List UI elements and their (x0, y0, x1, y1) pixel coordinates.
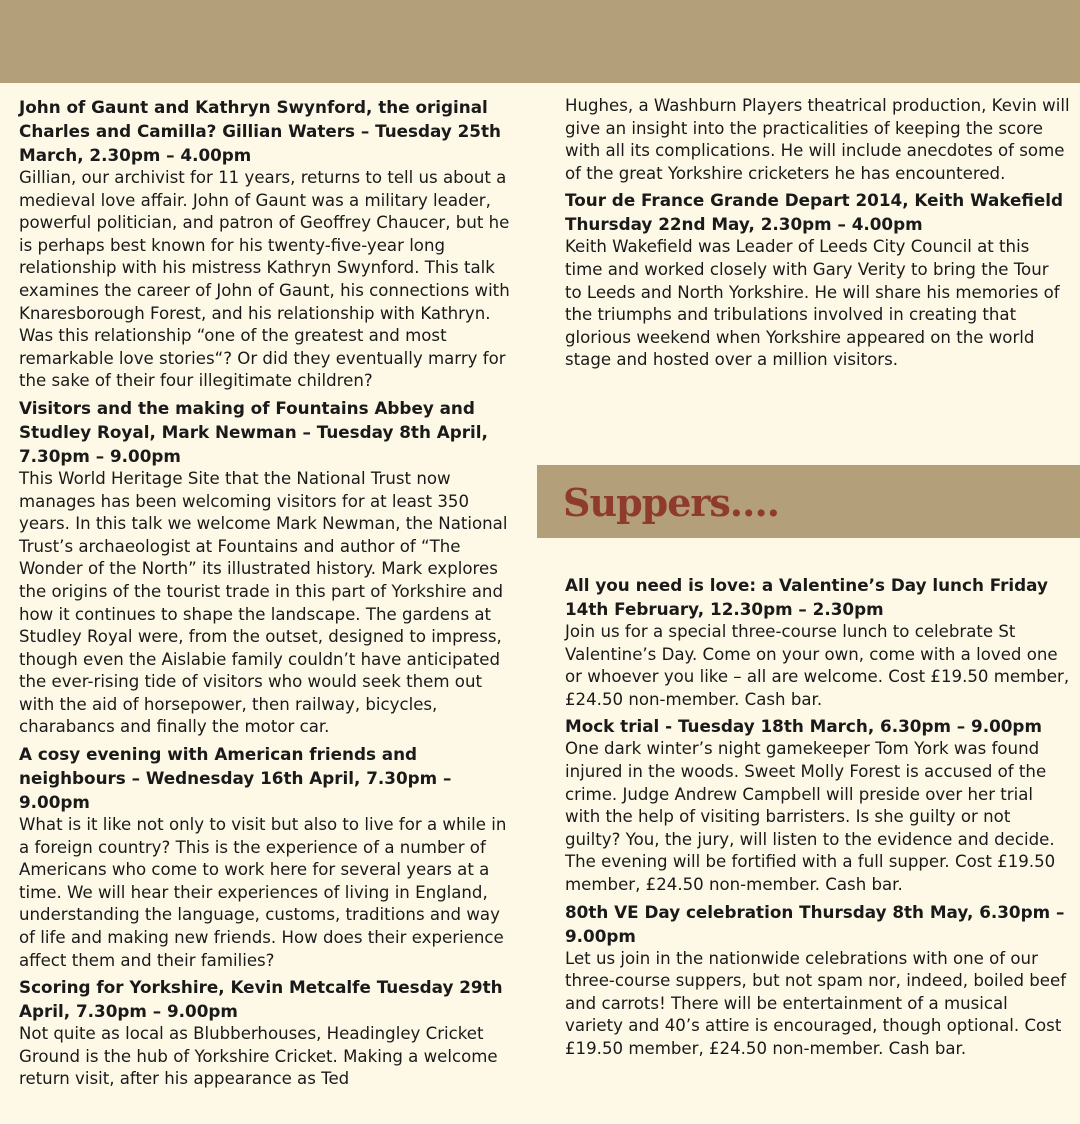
talk-description-continued: Hughes, a Washburn Players theatrical production, Kevin will give an insight into the practicalities of keeping the score with all its complications. He will include anecdotes of some of the great Yorkshire cricketers he has encountered. (565, 96, 1070, 183)
supper-description: One dark winter’s night gamekeeper Tom York was found injured in the woods. Sweet Molly Forest is accused of the crime. Judge Andrew Campbell will preside over her trial with the help of visiting barristers. Is she guilty or not guilty? You, the jury, will listen to the evidence and decide. The evening will be fortified with a full supper. Cost £19.50 member, £24.50 non-member. Cash bar. (565, 739, 1056, 894)
supper-title: All you need is love: a Valentine’s Day lunch Friday 14th February, 12.30pm – 2.30pm (565, 575, 1048, 619)
section-heading: Suppers…. (563, 480, 780, 525)
talk-continuation (565, 95, 1070, 185)
supper-item (565, 573, 1070, 711)
talk-description: Keith Wakefield was Leader of Leeds City Council at this time and worked closely with Gary Verity to bring the Tour to Leeds and North Yorkshire. He will share his memories of the triumphs and tribulations involved in creating that glorious weekend when Yorkshire appeared on the world stage and hosted over a million visitors. (565, 237, 1060, 370)
header-band (0, 0, 1080, 83)
suppers-column (565, 573, 1070, 1064)
talk-item (565, 188, 1070, 372)
supper-title: Mock trial - Tuesday 18th March, 6.30pm – 9.00pm (565, 716, 1042, 737)
talk-item (19, 396, 519, 739)
talk-title: John of Gaunt and Kathryn Swynford, the original Charles and Camilla? Gillian Waters – Tuesday 25th March, 2.30pm – 4.00pm (19, 97, 501, 165)
talk-title: Scoring for Yorkshire, Kevin Metcalfe Tuesday 29th April, 7.30pm – 9.00pm (19, 977, 503, 1022)
supper-description: Join us for a special three-course lunch to celebrate St Valentine’s Day. Come on your own, come with a loved one or whoever you like – all are welcome. Cost £19.50 member, £24.50 non-member. Cash bar. (565, 622, 1070, 709)
talk-title: Visitors and the making of Fountains Abbey and Studley Royal, Mark Newman – Tuesday 8th April, 7.30pm – 9.00pm (19, 397, 488, 466)
talk-item (19, 742, 519, 972)
supper-description: Let us join in the nationwide celebrations with one of our three-course suppers, but not spam nor, indeed, boiled beef and carrots! There will be entertainment of a musical variety and 40’s attire is encouraged, though optional. Cost £19.50 member, £24.50 non-member. Cash bar. (565, 948, 1067, 1058)
talk-description: Not quite as local as Blubberhouses, Headingley Cricket Ground is the hub of Yorkshire Cricket. Making a welcome return visit, after his appearance as Ted (19, 1024, 498, 1089)
right-column-top (565, 95, 1070, 375)
supper-title: 80th VE Day celebration Thursday 8th May, 6.30pm – 9.00pm (565, 901, 1065, 946)
talk-item (19, 975, 519, 1091)
suppers-section-header (537, 465, 1080, 538)
talk-description: Gillian, our archivist for 11 years, returns to tell us about a medieval love affair. John of Gaunt was a military leader, powerful politician, and patron of Geoffrey Chaucer, but he is perhaps best known for his twenty-five-year long relationship with his mistress Kathryn Swynford. This talk examines the career of John of Gaunt, his connections with Knaresborough Forest, and his relationship with Kathryn. Was this relationship “one of the greatest and most remarkable love stories“? Or did they eventually marry for the sake of their four illegitimate children? (19, 168, 510, 391)
supper-item (565, 900, 1070, 1061)
talk-title: Tour de France Grande Depart 2014, Keith Wakefield Thursday 22nd May, 2.30pm – 4.00pm (565, 190, 1063, 235)
talk-title: A cosy evening with American friends and neighbours – Wednesday 16th April, 7.30pm – 9.00pm (19, 744, 452, 813)
talk-item (19, 95, 519, 393)
supper-item (565, 714, 1070, 896)
left-column (19, 95, 519, 1094)
talk-description: This World Heritage Site that the National Trust now manages has been welcoming visitors for at least 350 years. In this talk we welcome Mark Newman, the National Trust’s archaeologist at Fountains and author of “The Wonder of the North” its illustrated history. Mark explores the origins of the tourist trade in this part of Yorkshire and how it continues to shape the landscape. The gardens at Studley Royal were, from the outset, designed to impress, though even the Aislabie family couldn’t have anticipated the ever-rising tide of visitors who would seek them out with the aid of horsepower, then railway, bicycles, charabancs and finally the motor car. (19, 468, 508, 737)
talk-description: What is it like not only to visit but also to live for a while in a foreign country? This is the experience of a number of Americans who come to work here for several years at a time. We will hear their experiences of living in England, understanding the language, customs, traditions and way of life and making new friends. How does their experience affect them and their families? (19, 815, 507, 970)
